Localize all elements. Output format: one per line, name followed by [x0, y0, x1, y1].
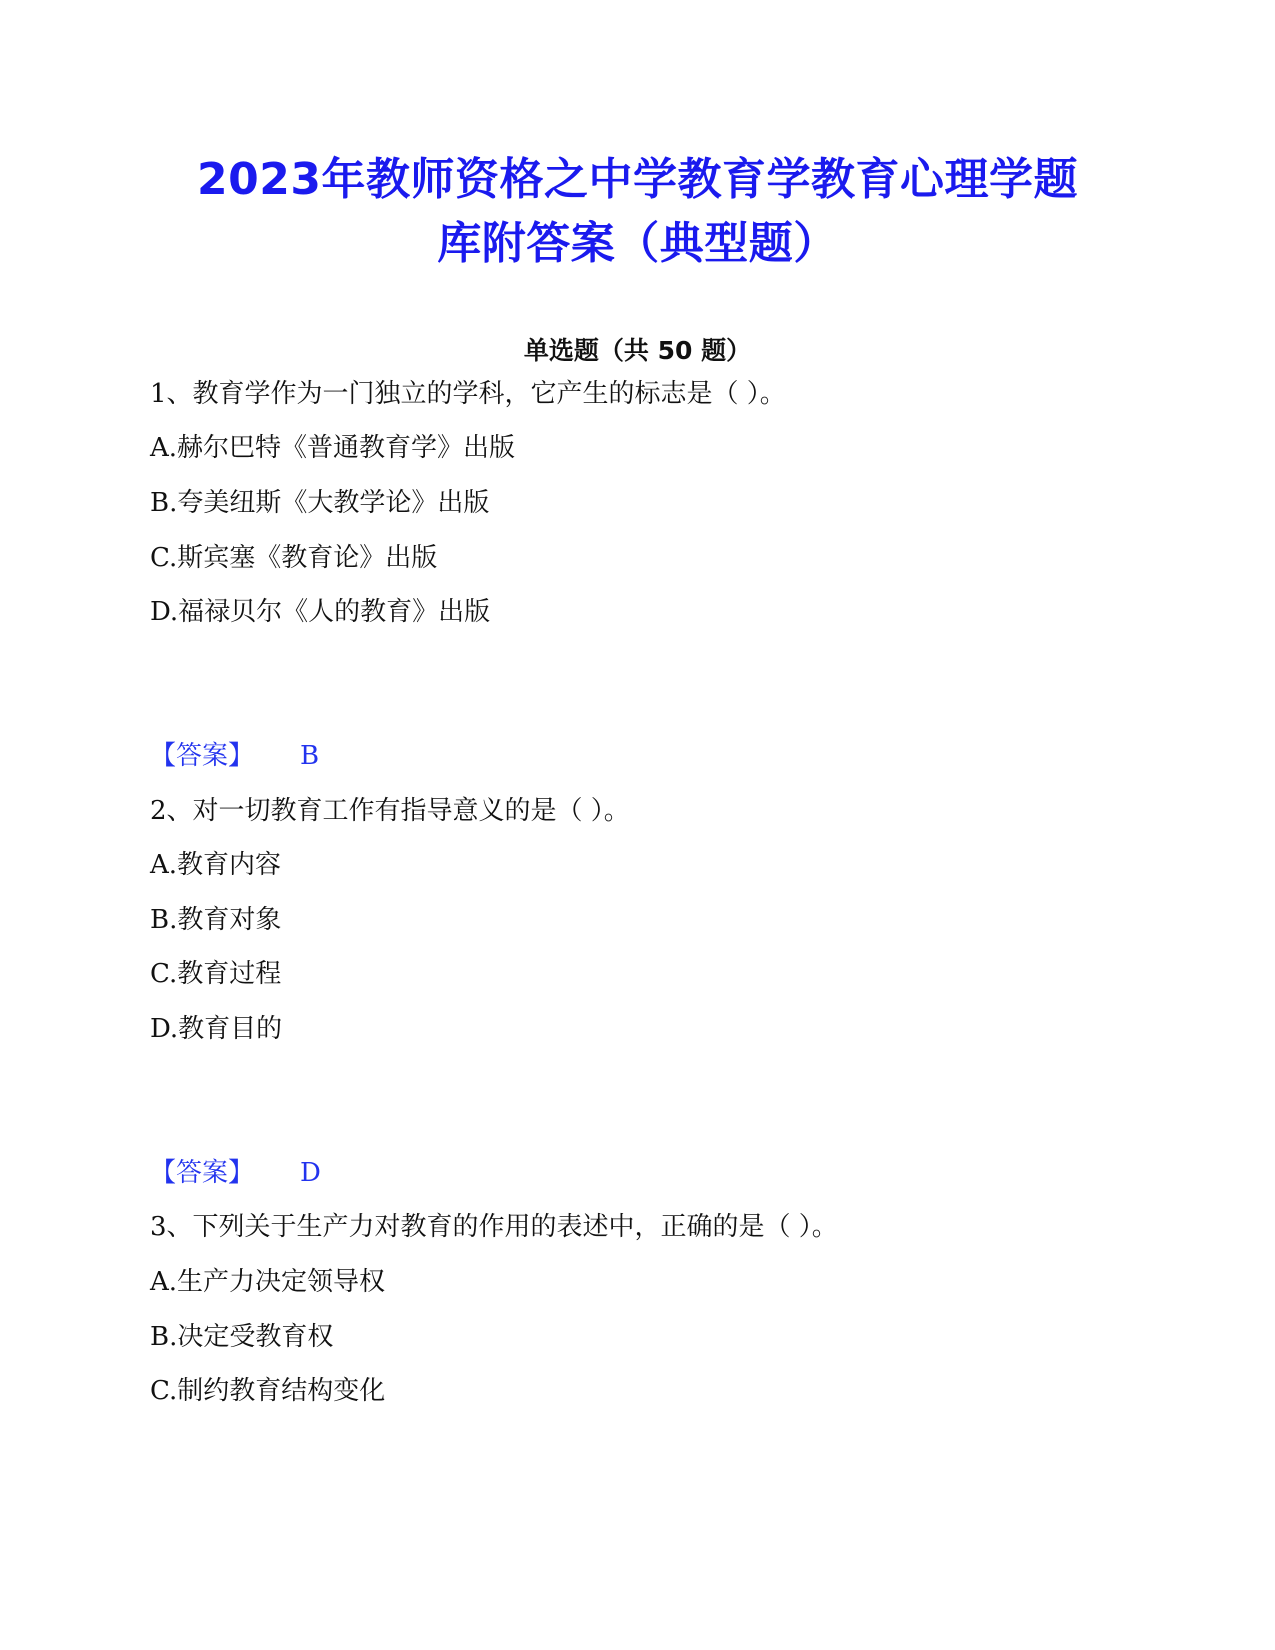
question-2-option-a: A.教育内容 [150, 850, 282, 880]
section-heading: 单选题（共 50 题） [523, 336, 752, 365]
answer-label: 【答案】 [150, 1158, 255, 1188]
question-3-option-b: B.决定受教育权 [150, 1322, 334, 1352]
answer-value: D [300, 1158, 321, 1188]
question-2-answer [150, 1156, 321, 1190]
question-1-option-c: C.斯宾塞《教育论》出版 [150, 543, 438, 573]
title-line-2: 库附答案（典型题） [437, 218, 838, 269]
document-title [120, 148, 1155, 276]
question-2-option-d: D.教育目的 [150, 1014, 283, 1044]
question-1-stem: 1、教育学作为一门独立的学科，它产生的标志是（ ）。 [150, 379, 786, 409]
answer-label: 【答案】 [150, 741, 255, 771]
question-2-stem: 2、对一切教育工作有指导意义的是（ ）。 [150, 796, 630, 826]
title-line-1: 2023年教师资格之中学教育学教育心理学题 [197, 154, 1078, 205]
question-1-option-d: D.福禄贝尔《人的教育》出版 [150, 597, 491, 627]
question-1-option-b: B.夸美纽斯《大教学论》出版 [150, 488, 490, 518]
question-3-option-c: C.制约教育结构变化 [150, 1376, 386, 1406]
question-1-option-a: A.赫尔巴特《普通教育学》出版 [150, 433, 516, 463]
answer-value: B [300, 741, 320, 771]
question-3-option-a: A.生产力决定领导权 [150, 1267, 386, 1297]
question-3-stem: 3、下列关于生产力对教育的作用的表述中，正确的是（ ）。 [150, 1212, 838, 1242]
question-1-answer [150, 739, 319, 773]
question-2-option-c: C.教育过程 [150, 959, 282, 989]
question-2-option-b: B.教育对象 [150, 905, 282, 935]
